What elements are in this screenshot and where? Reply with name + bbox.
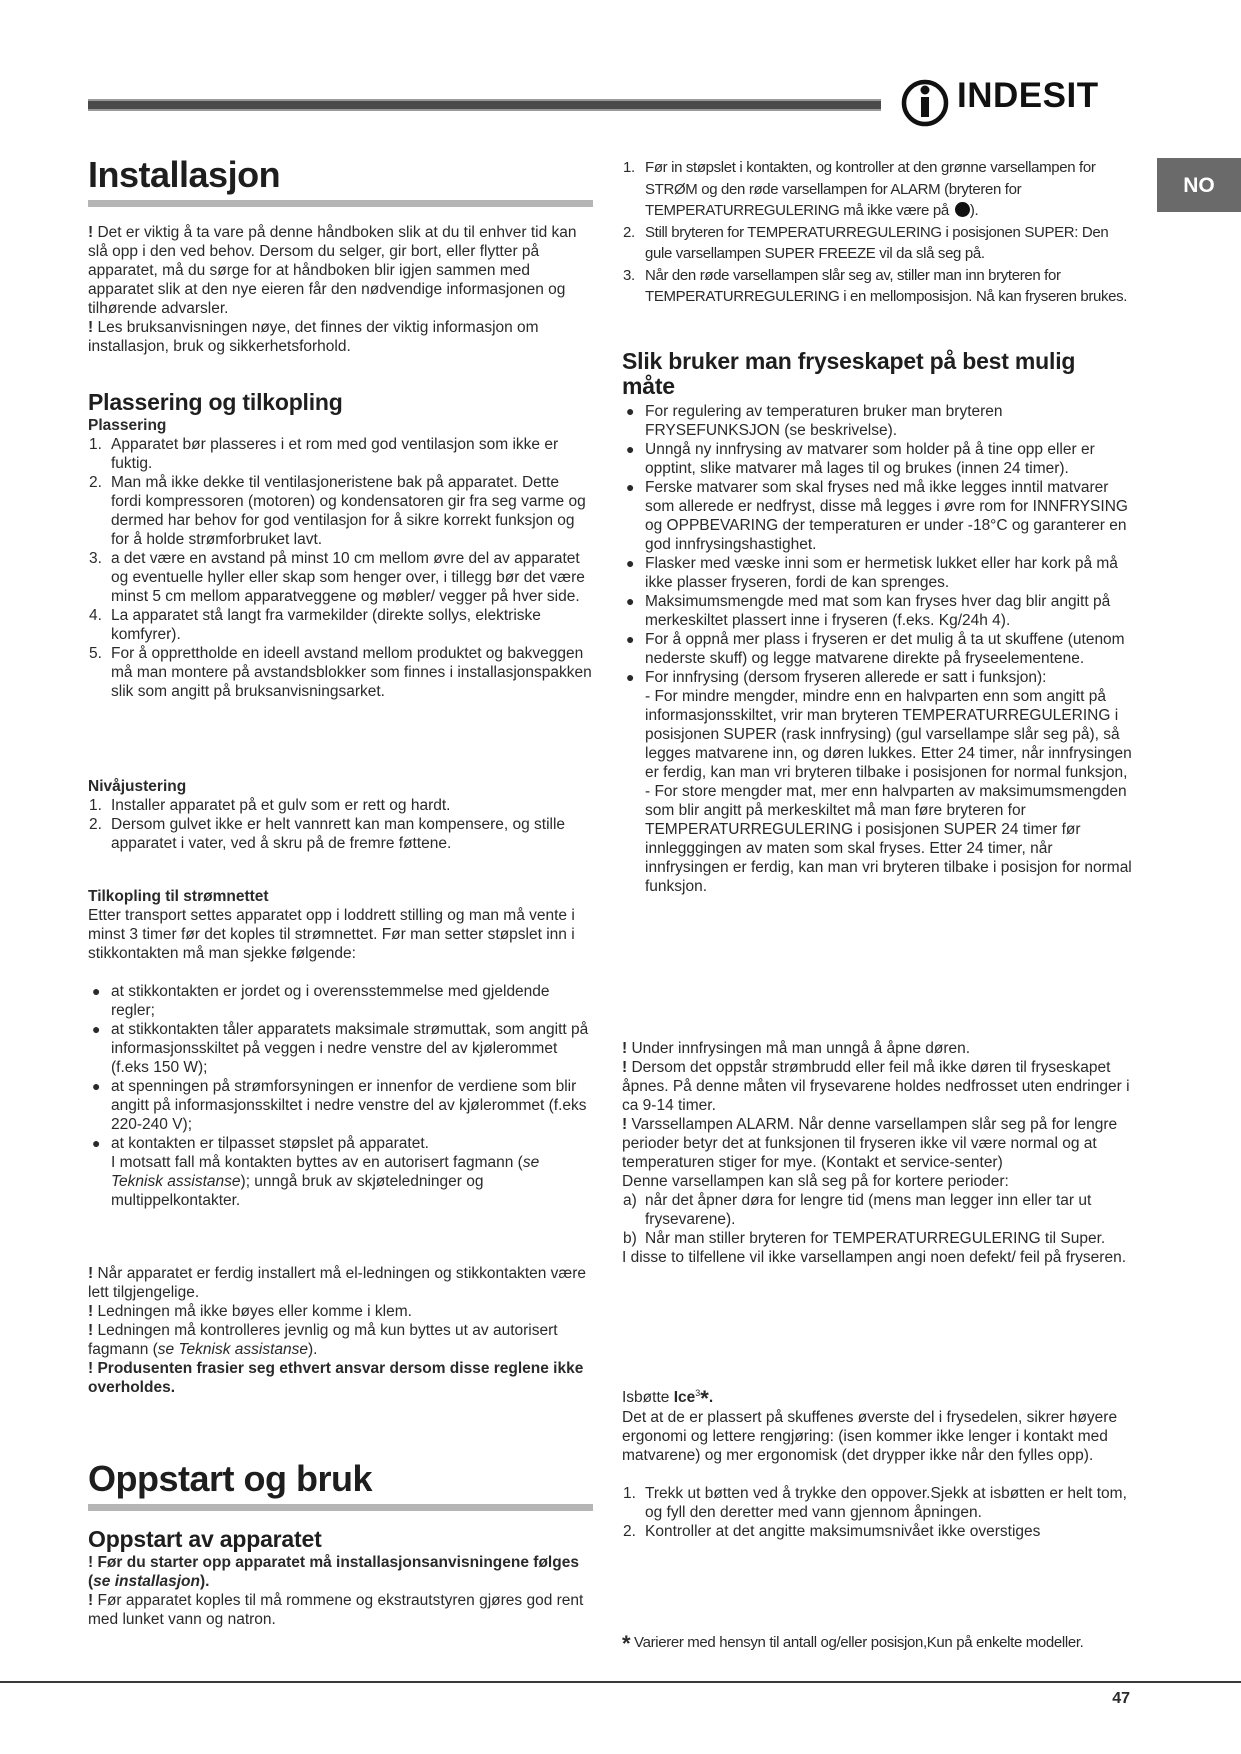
ice-list [622,1484,1132,1541]
list-item: ● Maksimumsmengde med mat som kan fryses hver dag blir angitt på merkeskiltet plassert inne i fryseren (f.eks. Kg/24h 4). [626,593,1111,629]
footer-rule [0,1681,1241,1683]
placement-subtitle: Plassering [88,417,167,434]
install-section [88,155,593,207]
language-tab: NO [1157,158,1241,212]
freezer-notes [622,1039,1132,1267]
install-intro [88,223,593,356]
list-item: 4. La apparatet stå langt fra varmekilder (direkte sollys, elektriske komfyrer). [89,607,541,643]
brand-name: INDESIT [957,76,1099,115]
best-use-title: Slik bruker man fryseskapet på best mulig måte [622,348,1076,399]
list-item: ● at stikkontakten er jordet og i overensstemmelse med gjeldende regler; [92,983,550,1019]
warning-2: ! Ledningen må ikke bøyes eller komme i klem. [88,1303,412,1320]
list-item: 1. Apparatet bør plasseres i et rom med god ventilasjon som ikke er fuktig. [89,436,559,472]
note-5: I disse to tilfellene vil ikke varsellampen angi noen defekt/ feil på fryseren. [622,1249,1127,1266]
ice-section [622,1384,1132,1541]
startup-note: ! Før apparatet koples til må rommene og ekstrautstyren gjøres god rent med lunket vann og natron. [88,1592,584,1628]
list-item: ● For regulering av temperaturen bruker man bryteren FRYSEFUNKSJON (se beskrivelse). [626,403,1003,439]
leveling-list [88,796,593,853]
warning-1: ! Når apparatet er ferdig installert må el-ledningen og stikkontakten være lett tilgjengelige. [88,1265,586,1301]
intro-p2: ! Les bruksanvisningen nøye, det finnes der viktig informasjon om installasjon, bruk og sikkerhetsforhold. [88,319,539,355]
power-intro: Etter transport settes apparatet opp i loddrett stilling og man må vente i minst 3 timer før det koples til strømnettet. Før man setter støpslet inn i stikkontakten må man sjekke følgende: [88,907,575,962]
intro-p1: ! Det er viktig å ta vare på denne håndboken slik at du til enhver tid kan slå opp i den ved behov. Dersom du selger, gir bort, eller flytter på apparatet, må du sørge for at håndboken blir igjen sammen med apparatet slik at den nye eieren får den nødvendige informasjonen og tilhørende advarsler. [88,224,577,317]
power-subtitle: Tilkopling til strømnettet [88,888,269,905]
list-item: 2. Still bryteren for TEMPERATURREGULERING i posisjonen SUPER: Den gule varsellampen SUPER FREEZE vil da slå seg på. [623,223,1109,262]
note-2: ! Dersom det oppstår strømbrudd eller feil må ikke døren til fryseskapet åpnes. På denne måten vil frysevarene holdes nedfrosset uten endringer i ca 9-14 timer. [622,1059,1130,1114]
list-item: ● Unngå ny innfrysing av matvarer som holder på å tine opp eller er opptint, slike matvarer må lages til og brukes (innen 24 timer). [626,441,1095,477]
leveling-subtitle: Nivåjustering [88,778,187,795]
freeze-small-text: - For mindre mengder, mindre enn en halvparten enn som angitt på informasjonsskiltet, vrir man bryteren TEMPERATURREGULERING i posisjonen SUPER (rask innfrysing) (gul varsellampe slår seg på), så legges matvarene inn, og døren lukkes. Etter 24 timer, når innfrysingen er ferdig, kan man vri bryteren tilbake i posisjonen for normal funksjon, [645,688,1132,781]
install-title: Installasjon [88,154,281,195]
startup-step-list [622,157,1132,308]
header-rule [88,99,881,111]
power-checklist [88,982,593,1210]
list-item: ● at kontakten er tilpasset støpslet på apparatet. I motsatt fall må kontakten byttes av en autorisert fagmann (se Teknisk assistanse); unngå bruk av skjøteledninger og multippelkontakter. [92,1135,540,1209]
footnote: * Varierer med hensyn til antall og/eller posisjon,Kun på enkelte modeller. [622,1631,1084,1656]
placement-section [88,390,593,701]
start-section [88,1459,593,1511]
note-4: Denne varsellampen kan slå seg på for kortere perioder: [622,1173,1009,1190]
power-section [88,887,593,1210]
best-use-section [622,349,1132,896]
list-item: 2. Dersom gulvet ikke er helt vannrett kan man kompensere, og stille apparatet i vater, ved å skru på de fremre føttene. [89,816,566,852]
page-number: 47 [1112,1690,1130,1707]
list-item: 5. For å opprettholde en ideell avstand mellom produktet og bakveggen må man montere på avstandsblokker som finnes i installasjonspakken slik som angitt på bruksanvisningsarket. [89,645,592,700]
placement-list [88,435,593,701]
black-dot-icon [955,202,970,217]
list-item: 1. Før in støpslet i kontakten, og kontroller at den grønne varsellampen for STRØM og den røde varsellampen for ALARM (bryteren for TEMPERATURREGULERING må ikke være på ). [623,159,1096,219]
leveling-section [88,777,593,853]
start-title: Oppstart og bruk [88,1458,373,1499]
list-item: 3. a det være en avstand på minst 10 cm mellom øvre del av apparatet og eventuelle hyller eller skap som henger over, i tillegg bør det være minst 5 cm mellom apparatveggene og møbler/ vegger på hver side. [89,550,585,605]
install-warnings [88,1264,593,1397]
list-item: ● For å oppnå mer plass i fryseren er det mulig å ta ut skuffene (utenom nederste skuff) og legge matvarene direkte på fryseelementene. [626,631,1125,667]
startup-title: Oppstart av apparatet [88,1526,322,1552]
startup-section [88,1527,593,1629]
warning-4: ! Produsenten frasier seg ethvert ansvar dersom disse reglene ikke overholdes. [88,1360,584,1396]
warning-3: ! Ledningen må kontrolleres jevnlig og må kun byttes ut av autorisert fagmann (se Teknisk assistanse). [88,1322,558,1358]
list-item: b) Når man stiller bryteren for TEMPERATURREGULERING til Super. [623,1230,1106,1247]
indesit-logo [900,78,1130,128]
list-item: 2. Man må ikke dekke til ventilasjoneristene bak på apparatet. Dette fordi kompressoren (motoren) og kondensatoren gir fra seg varme og dermed har behov for god ventilasjon for å sikre korrekt funksjon og for å holde strømforbruket lavt. [89,474,586,548]
list-item: 3. Når den røde varsellampen slår seg av, stiller man inn bryteren for TEMPERATURREGULERING i en mellomposisjon. Nå kan fryseren brukes. [623,266,1128,305]
list-item: ● Flasker med væske inni som er hermetisk lukket eller har kork på må ikke plasser fryseren, fordi de kan sprenges. [626,555,1118,591]
list-item: 1. Trekk ut bøtten ved å trykke den oppover.Sjekk at isbøtten er helt tom, og fyll den deretter med vann gjennom åpningen. [623,1485,1127,1522]
list-item: 2. Kontroller at det angitte maksimumsnivået ikke overstiges [623,1523,1041,1541]
title-rule [88,1504,593,1511]
best-use-list [622,402,1132,896]
freeze-large-text: - For store mengder mat, mer enn halvparten av maksimumsmengden som blir angitt på merkeskiltet må man føre bryteren for TEMPERATURREGULERING i posisjonen SUPER 24 timer før innlegggingen av maten som skal fryses. Etter 24 timer, når innfrysingen er ferdig, kan man vri bryteren tilbake i posisjon for normal funksjon. [645,783,1132,895]
ice-description: Det at de er plassert på skuffenes øverste del i frysedelen, sikrer høyere ergonomi og lettere rengjøring: (isen kommer ikke lenger i kontakt med matvarene) og mer ergonomisk (det drypper ikke når den fylles opp). [622,1409,1118,1465]
list-item: ● at stikkontakten tåler apparatets maksimale strømuttak, som angitt på informasjonsskiltet på veggen i nedre venstre del av kjølerommet (f.eks 150 W); [92,1021,589,1076]
title-rule [88,200,593,207]
list-item: ● Ferske matvarer som skal fryses ned må ikke legges inntil matvarer som allerede er nedfryst, disse må legges i øvre rom for INNFRYSING og OPPBEVARING der temperaturen er under -18°C og garanterer en god innfrysingshastighet. [626,479,1128,553]
note-3: ! Varssellampen ALARM. Når denne varsellampen slår seg på for lengre perioder betyr det at funksjonen til fryseren ikke vil være normal og at temperaturen stiger for mye. (Kontakt et service-senter) [622,1116,1118,1171]
startup-steps [622,157,1132,308]
list-item: 1. Installer apparatet på et gulv som er rett og hardt. [89,797,451,814]
startup-warning: ! Før du starter opp apparatet må installasjonsanvisningene følges (se installasjon). [88,1554,579,1590]
ice-heading: Isbøtte Ice$^3$*. [622,1386,714,1412]
list-item: ● For innfrysing (dersom fryseren allerede er satt i funksjon): - For mindre mengder, mindre enn en halvparten enn som angitt på informasjonsskiltet, vrir man bryteren TEMPERATURREGULERING i posisjonen SUPER (rask innfrysing) (gul varsellampe slår seg på), så legges matvarene inn, og døren lukkes. Etter 24 timer, når innfrysingen er ferdig, kan man vri bryteren tilbake i posisjonen for normal funksjon, - For store mengder mat, mer enn halvparten av maksimumsmengden som blir angitt på merkeskiltet må man føre bryteren for TEMPERATURREGULERING i posisjonen SUPER 24 timer før innlegggingen av maten som skal fryses. Etter 24 timer, når innfrysingen er ferdig, kan man vri bryteren tilbake i posisjon for normal funksjon. [626,669,1132,895]
placement-title: Plassering og tilkopling [88,389,343,415]
alarm-list [622,1191,1132,1248]
note-1: ! Under innfrysingen må man unngå å åpne døren. [622,1040,971,1057]
list-item: ● at spenningen på strømforsyningen er innenfor de verdiene som blir angitt på informasjonsskiltet i nedre venstre del av kjølerommet (f.eks 220-240 V); [92,1078,587,1133]
list-item: a) når det åpner døra for lengre tid (mens man legger inn eller tar ut frysevarene). [623,1192,1092,1228]
